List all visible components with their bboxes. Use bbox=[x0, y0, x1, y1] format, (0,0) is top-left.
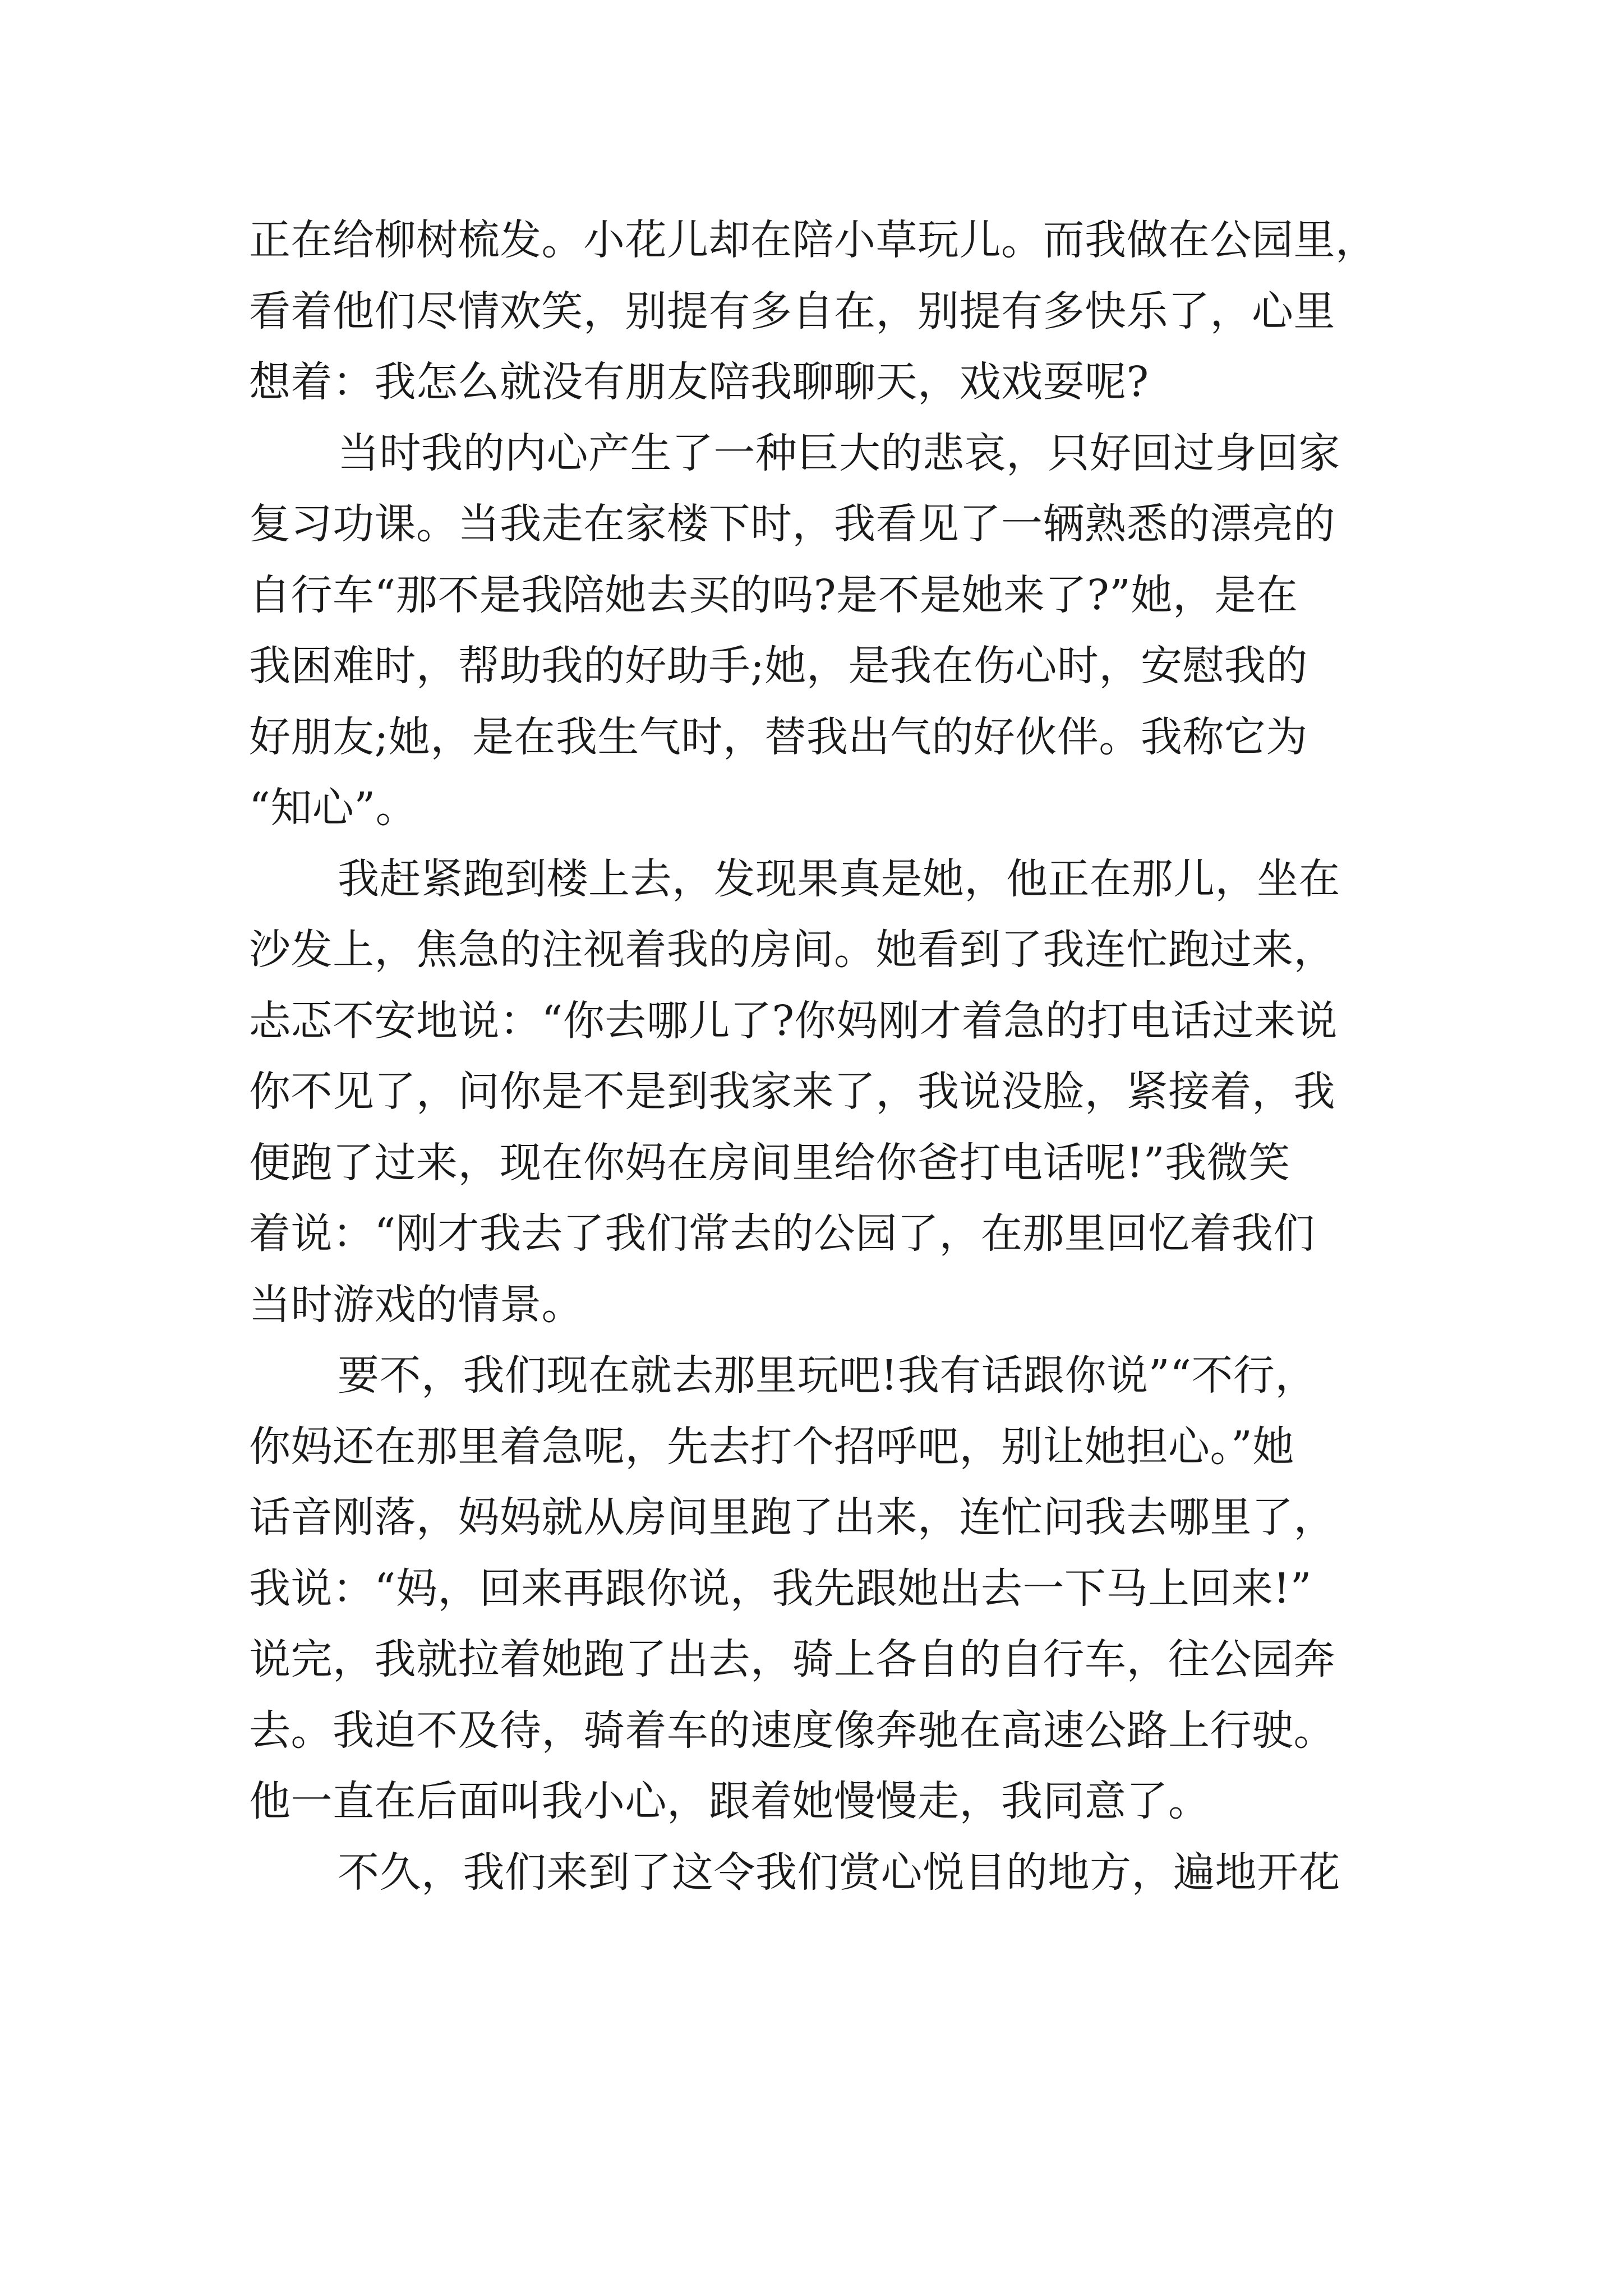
text-line: 我困难时，帮助我的好助手;她，是我在伤心时，安慰我的 bbox=[249, 642, 1308, 690]
text-line: 想着：我怎么就没有朋友陪我聊聊天，戏戏耍呢? bbox=[249, 358, 1149, 406]
text-line: 复习功课。当我走在家楼下时，我看见了一辆熟悉的漂亮的 bbox=[249, 500, 1335, 548]
text-line: 好朋友;她，是在我生气时，替我出气的好伙伴。我称它为 bbox=[249, 712, 1308, 761]
text-line: 当时游戏的情景。 bbox=[249, 1280, 583, 1329]
text-line: “知心”。 bbox=[249, 784, 418, 832]
text-line: 忐忑不安地说：“你去哪儿了?你妈刚才着急的打电话过来说 bbox=[249, 996, 1338, 1045]
text-line: 自行车“那不是我陪她去买的吗?是不是她来了?”她，是在 bbox=[249, 570, 1298, 619]
text-line: 便跑了过来，现在你妈在房间里给你爸打电话呢!”我微笑 bbox=[249, 1138, 1290, 1187]
text-line: 看着他们尽情欢笑，别提有多自在，别提有多快乐了，心里 bbox=[249, 287, 1335, 335]
paragraph-start-line: 不久，我们来到了这令我们赏心悦目的地方，遍地开花 bbox=[338, 1848, 1340, 1897]
text-line: 正在给柳树梳发。小花儿却在陪小草玩儿。而我做在公园里， bbox=[249, 216, 1377, 264]
text-line: 你妈还在那里着急呢，先去打个招呼吧，别让她担心。”她 bbox=[249, 1422, 1294, 1471]
body-text bbox=[249, 205, 1376, 1908]
text-line: 话音刚落，妈妈就从房间里跑了出来，连忙问我去哪里了， bbox=[249, 1493, 1335, 1542]
text-line: 着说：“刚才我去了我们常去的公园了，在那里回忆着我们 bbox=[249, 1209, 1315, 1258]
paragraph-start-line: 要不，我们现在就去那里玩吧!我有话跟你说”“不行， bbox=[338, 1351, 1317, 1400]
text-line: 说完，我就拉着她跑了出去，骑上各自的自行车，往公园奔 bbox=[249, 1635, 1335, 1683]
paragraph-start-line: 我赶紧跑到楼上去，发现果真是她，他正在那儿，坐在 bbox=[338, 854, 1340, 903]
text-line: 他一直在后面叫我小心，跟着她慢慢走，我同意了。 bbox=[249, 1777, 1210, 1825]
text-line: 你不见了，问你是不是到我家来了，我说没脸，紧接着，我 bbox=[249, 1068, 1335, 1116]
text-line: 我说：“妈，回来再跟你说，我先跟她出去一下马上回来!” bbox=[249, 1564, 1312, 1613]
text-line: 去。我迫不及待，骑着车的速度像奔驰在高速公路上行驶。 bbox=[249, 1706, 1335, 1755]
text-line: 沙发上，焦急的注视着我的房间。她看到了我连忙跑过来， bbox=[249, 926, 1335, 974]
paragraph-start-line: 当时我的内心产生了一种巨大的悲哀，只好回过身回家 bbox=[338, 429, 1340, 477]
